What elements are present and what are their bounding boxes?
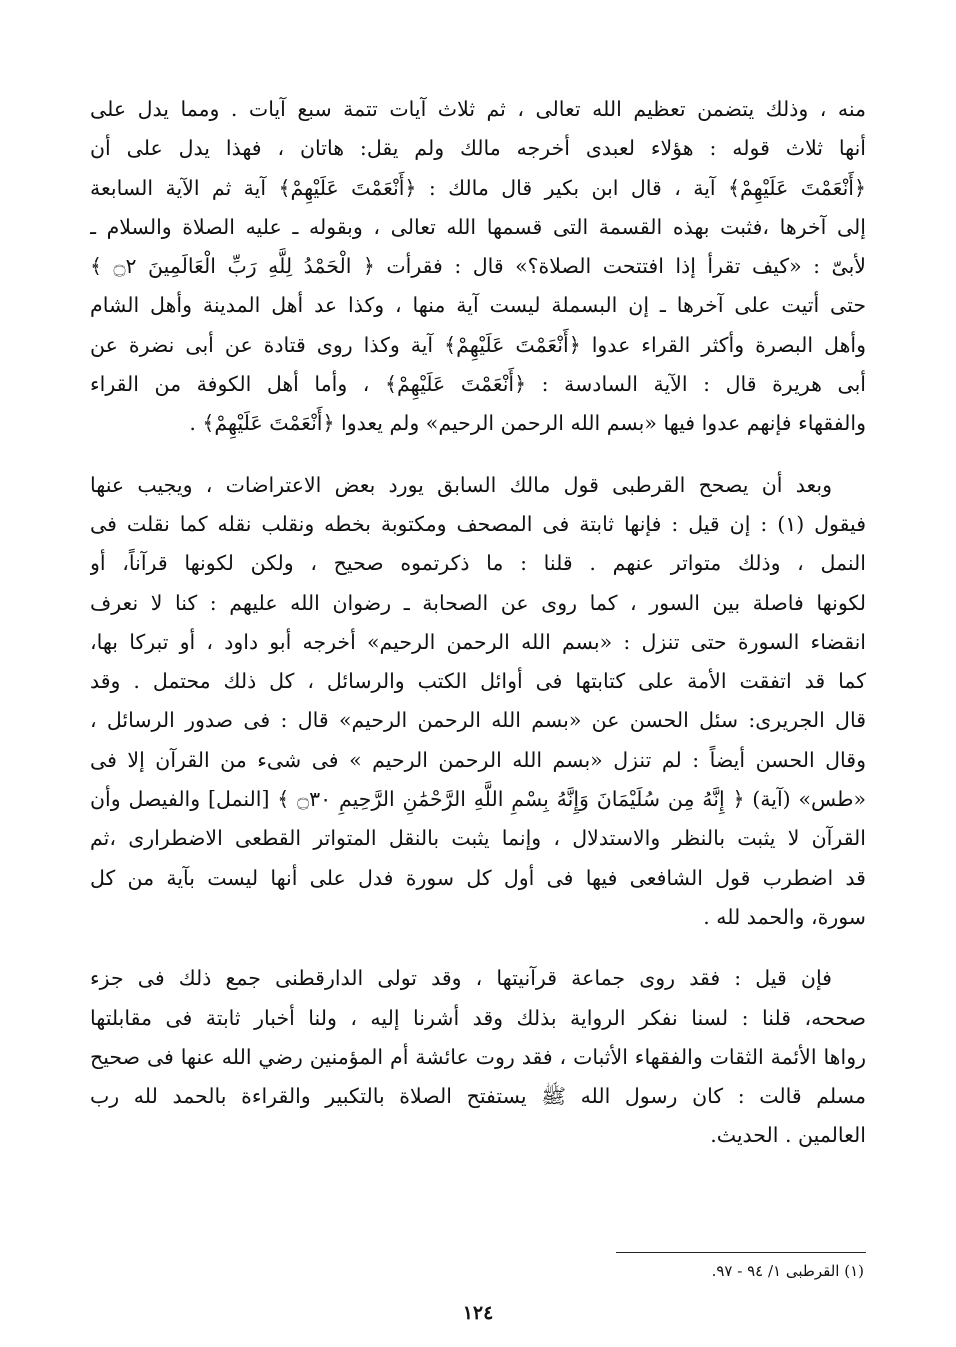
text-line: القرآن لا يثبت بالنظر والاستدلال ، وإنما يثبت بالنقل المتواتر القطعى الاضطرارى ،ثم bbox=[90, 826, 866, 851]
paragraph-3 bbox=[90, 959, 866, 1155]
text-line: لكونها فاصلة بين السور ، كما روى عن الصحابة ـ رضوان الله عليهم : كنا لا نعرف bbox=[90, 590, 866, 615]
text-line: لأبىّ : «كيف تقرأ إذا افتتحت الصلاة؟» قال : فقرأت ﴿ الْحَمْدُ لِلَّهِ رَبِّ الْعَالَمِينَ ۝٢ ﴾ bbox=[90, 254, 866, 279]
text-line: فإن قيل : فقد روى جماعة قرآنيتها ، وقد تولى الدارقطنى جمع ذلك فى جزء bbox=[90, 966, 832, 991]
text-line: قال الجريرى: سئل الحسن عن «بسم الله الرحمن الرحيم» قال : فى صدور الرسائل ، bbox=[90, 708, 866, 733]
text-line: حتى أتيت على آخرها ـ إن البسملة ليست آية منها ، وكذا عد أهل المدينة وأهل الشام bbox=[90, 293, 866, 318]
text-line: أنها ثلاث قوله : هؤلاء لعبدى أخرجه مالك ولم يقل: هاتان ، فهذا يدل على أن bbox=[90, 136, 866, 161]
footnote-divider bbox=[616, 1252, 866, 1253]
text-line: ﴿أَنْعَمْتَ عَلَيْهِمْ﴾ آية ، قال ابن بكير قال مالك : ﴿أَنْعَمْتَ عَلَيْهِمْ﴾ آية ثم الآية السابعة bbox=[90, 175, 866, 200]
page-number: ١٢٤ bbox=[462, 1302, 494, 1324]
footnote: (١) القرطبى ١/ ٩٤ - ٩٧. bbox=[711, 1262, 864, 1280]
text-line: وأهل البصرة وأكثر القراء عدوا ﴿أَنْعَمْتَ عَلَيْهِمْ﴾ آية وكذا روى قتادة عن أبى نضرة عن bbox=[90, 332, 866, 357]
text-line: رواها الأئمة الثقات والفقهاء الأثبات ، فقد روت عائشة أم المؤمنين رضي الله عنها فى صحيح bbox=[90, 1044, 866, 1069]
text-line: قد اضطرب قول الشافعى فيها فى أول كل سورة فدل على أنها ليست بآية من كل bbox=[90, 865, 866, 890]
text-line: سورة، والحمد لله . bbox=[703, 904, 866, 929]
text-line: مسلم قالت : كان رسول الله ﷺ يستفتح الصلاة بالتكبير والقراءة بالحمد لله رب bbox=[90, 1084, 866, 1109]
text-line: العالمين . الحديث. bbox=[710, 1123, 866, 1148]
text-line: وقال الحسن أيضاً : لم تنزل «بسم الله الرحمن الرحيم » فى شىء من القرآن إلا فى bbox=[90, 747, 866, 772]
text-line: النمل ، وذلك متواتر عنهم . قلنا : ما ذكرتموه صحيح ، ولكن لكونها قرآناً، أو bbox=[90, 551, 866, 576]
paragraph-2 bbox=[90, 466, 866, 938]
text-line: فيقول (١) : إن قيل : فإنها ثابتة فى المصحف ومكتوبة بخطه ونقلب نقله كما نقلت فى bbox=[90, 511, 866, 536]
paragraph-1 bbox=[90, 90, 866, 444]
text-line: انقضاء السورة حتى تنزل : «بسم الله الرحمن الرحيم» أخرجه أبو داود ، أو تبركا بها، bbox=[90, 629, 866, 654]
text-line: أبى هريرة قال : الآية السادسة : ﴿أَنْعَمْتَ عَلَيْهِمْ﴾ ، وأما أهل الكوفة من القراء bbox=[90, 372, 866, 397]
text-line: «طس» (آية) ﴿ إِنَّهُ مِن سُلَيْمَانَ وَإِنَّهُ بِسْمِ اللَّهِ الرَّحْمَٰنِ الرَّحِيمِ ۝٣٠ ﴾ [النمل] والفيصل وأن bbox=[90, 787, 866, 812]
text-line: إلى آخرها ،فثبت بهذه القسمة التى قسمها الله تعالى ، وبقوله ـ عليه الصلاة والسلام ـ bbox=[90, 214, 866, 239]
text-line: صححه، قلنا : لسنا نفكر الرواية بذلك وقد أشرنا إليه ، ولنا أخبار ثابتة فى مقابلتها bbox=[90, 1005, 866, 1030]
text-line: والفقهاء فإنهم عدوا فيها «بسم الله الرحمن الرحيم» ولم يعدوا ﴿أَنْعَمْتَ عَلَيْهِمْ﴾ . bbox=[189, 411, 866, 436]
text-line: منه ، وذلك يتضمن تعظيم الله تعالى ، ثم ثلاث آيات تتمة سبع آيات . ومما يدل على bbox=[90, 97, 866, 121]
text-line: وبعد أن يصحح القرطبى قول مالك السابق يورد بعض الاعتراضات ، ويجيب عنها bbox=[90, 472, 832, 497]
text-line: كما قد اتفقت الأمة على كتابتها فى أوائل الكتب والرسائل ، كل ذلك محتمل . وقد bbox=[90, 669, 866, 694]
